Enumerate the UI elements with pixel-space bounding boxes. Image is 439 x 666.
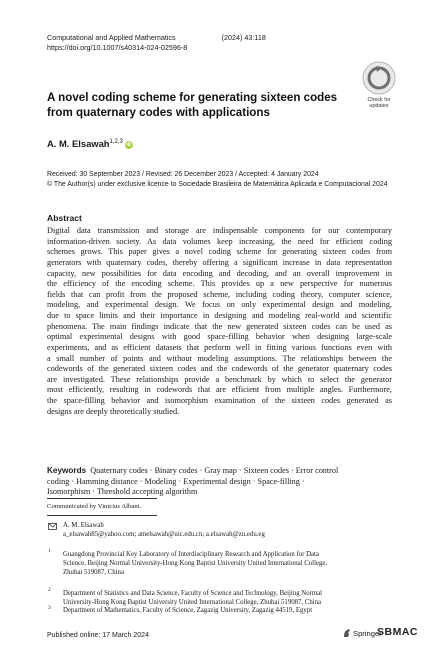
- keywords: [47, 466, 392, 498]
- affiliation-number: 1: [48, 548, 51, 554]
- abstract-line: phenomena. The main findings indicate that the new generated sixteen codes can be used as: [47, 321, 392, 331]
- affiliation-line: Department of Mathematics, Faculty of Science, Zagazig University, Zagazig 44519, Egypt: [63, 607, 313, 614]
- abstract-line: designs are deeply theoretically studied.: [47, 406, 180, 416]
- doi-link[interactable]: https://doi.org/10.1007/s40314-024-02596-8: [47, 43, 188, 52]
- abstract-line: capacity, new possibilities for data encoding and decoding, and an overall improvement in: [47, 268, 392, 278]
- article-dates: Received: 30 September 2023 / Revised: 26 December 2023 / Accepted: 4 January 2024: [47, 171, 319, 178]
- springer-logo: [343, 628, 382, 638]
- springer-horse-icon: [343, 628, 351, 638]
- author: [47, 138, 133, 149]
- orcid-icon[interactable]: iD: [126, 142, 132, 148]
- sbmac-logo: SBMAC: [377, 626, 418, 638]
- corresponding-author-emails[interactable]: a_elsawah85@yahoo.com; amelsawah@uic.edu.cn; a.elsawah@zu.edu.eg: [63, 531, 265, 538]
- affiliation-number: 2: [48, 587, 51, 593]
- affiliation-1: [63, 550, 393, 577]
- affiliation-line: Zhuhai 519087, China: [63, 569, 124, 576]
- journal-name: Computational and Applied Mathematics: [47, 33, 176, 42]
- affiliation-line: Guangdong Provincial Key Laboratory of Interdisciplinary Research and Application for Data: [63, 551, 319, 558]
- affiliation-2: [63, 589, 393, 607]
- abstract-line: Digital data transmission and storage are indispensable components for our contemporary: [47, 226, 392, 235]
- author-affiliation-marks: 1,2,3: [109, 138, 123, 145]
- affiliation-line: Science, Beijing Normal University-Hong Kong Baptist University United International College,: [63, 560, 328, 567]
- abstract-line: modeling, and experimental design. We focus on only experimental design and modeling,: [47, 300, 392, 310]
- abstract-body: [47, 226, 392, 417]
- badge-line1: Check for: [367, 97, 391, 103]
- abstract-line: most efficiently, resulting in codewords that are efficient from multiple angles. Furthermore,: [47, 385, 392, 395]
- abstract-heading: Abstract: [47, 213, 82, 223]
- footnote-divider: [47, 515, 157, 516]
- journal-volume: (2024) 43:118: [221, 33, 266, 42]
- abstract-line: schemes grows. This paper gives a novel coding scheme for generating sixteen codes from: [47, 247, 392, 257]
- keywords-line: Quaternary codes · Binary codes · Gray map · Sixteen codes · Error control: [90, 466, 339, 475]
- abstract-line: codewords of the generated sixteen codes and the codewords of the generator quaternary codes: [47, 364, 392, 374]
- check-for-updates-icon[interactable]: [362, 61, 396, 95]
- affiliation-line: Department of Statistics and Data Science, Faculty of Science and Technology, Beijing Normal: [63, 590, 323, 597]
- affiliation-3: [63, 607, 312, 614]
- abstract-line: information-driven society. As data volumes keep increasing, the need for efficient coding: [47, 236, 392, 246]
- communicated-by: Communicated by Vinicius Albani.: [47, 503, 142, 510]
- corresponding-author-name: A. M. Elsawah: [63, 522, 104, 529]
- publisher-name: Springer: [353, 629, 382, 638]
- affiliation-line: University-Hong Kong Baptist University United International College, Zhuhai 519087, China: [63, 599, 322, 606]
- abstract-line: are investigated. These relationships provide a benchmark by which to select the generator: [47, 374, 392, 384]
- check-for-updates-label[interactable]: [356, 97, 402, 109]
- envelope-icon: [48, 523, 57, 530]
- affiliation-number: 3: [48, 605, 51, 611]
- journal-header: [47, 33, 266, 42]
- footnote-divider: [47, 498, 157, 499]
- abstract-line: experiments, and as efficient datasets that perform well in fitting various functions even with: [47, 342, 392, 352]
- paper-title: A novel coding scheme for generating sixteen codes from quaternary codes with applications: [47, 91, 338, 119]
- badge-line2: updates: [369, 103, 389, 109]
- keywords-line: coding · Hamming distance · Modeling · Experimental design · Space-filling ·: [47, 476, 305, 486]
- abstract-line: the space-filling behavior and isomorphism examination of the sixteen codes generated as: [47, 396, 392, 405]
- abstract-line: fields that can profit from the proposed scheme, including coding theory, computer science,: [47, 289, 392, 299]
- abstract-line: generators with quaternary codes, thereby offering a significant increase in data representation: [47, 257, 392, 267]
- abstract-line: optimal experimental designs with good space-filling behavior when designing large-scale: [47, 332, 392, 342]
- author-name: A. M. Elsawah: [47, 138, 110, 149]
- keywords-label: Keywords: [47, 466, 87, 475]
- abstract-line: the efficiency of the encoding scheme. This provides up a new perspective for numerous: [47, 279, 392, 289]
- published-online: Published online: 17 March 2024: [47, 632, 149, 639]
- copyright-notice: © The Author(s) under exclusive licence to Sociedade Brasileira de Matemática Aplicada e Computacional 2024: [47, 181, 388, 188]
- abstract-line: due to space limits and their importance in designing and modeling real-world and scientific: [47, 311, 392, 320]
- keywords-line: Isomorphism · Threshold accepting algorithm: [47, 487, 198, 497]
- abstract-line: a small number of points and without modeling assumptions. The relationships between the: [47, 353, 392, 363]
